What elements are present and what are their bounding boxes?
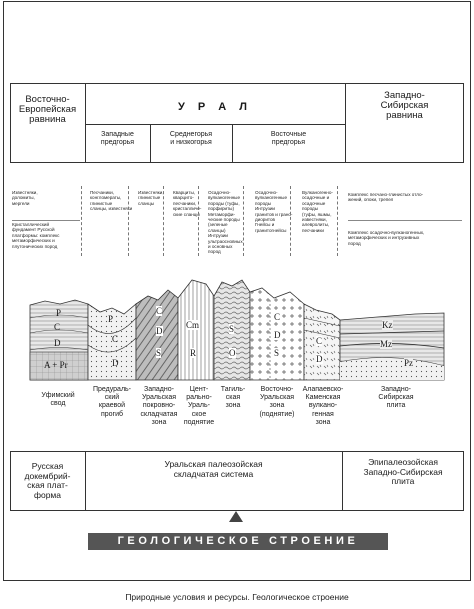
subregion-middle-mountains: Среднегорья и низкогорья bbox=[169, 131, 213, 146]
symbol-zone3-d: D bbox=[156, 326, 163, 336]
lithology-col-8-bottom: Комплекс осадочно-вулканогенных, метаморфических и интрузивных пород bbox=[348, 230, 425, 246]
symbol-zone1-apr: A + Pr bbox=[44, 360, 68, 370]
structure-west-siberian-plate: Эпипалеозойская Западно-Сибирская плита bbox=[363, 457, 443, 486]
zone-label-west-siberian-plate: Западно- Сибирская плита bbox=[378, 386, 414, 410]
lithology-col-1-bottom: Кристаллический фундамент Русской платформы: комплекс метаморфических и плутонических пород bbox=[12, 222, 60, 249]
section-zone-alapaevsk bbox=[304, 304, 340, 380]
symbol-zone6-s: S bbox=[274, 348, 280, 358]
section-zone-west-siberian-plate bbox=[340, 313, 444, 380]
symbol-zone6-d: D bbox=[274, 330, 281, 340]
west-region-label: Восточно- Европейская равнина bbox=[18, 94, 77, 125]
symbol-zone2-c: C bbox=[112, 334, 119, 344]
symbol-zone6-c: C bbox=[274, 312, 281, 322]
lithology-col-1-top: Известняки, доломиты, мергели bbox=[12, 190, 38, 206]
symbol-zone5-s: S bbox=[229, 324, 235, 334]
symbol-zone8-kz: Kz bbox=[382, 320, 393, 330]
zone-label-pre-ural-trough: Предураль- ский краевой прогиб bbox=[92, 386, 132, 418]
symbol-zone4-cm: Cm bbox=[186, 320, 200, 330]
lithology-col-6: Осадочно- вулканогенные породы Интрузии гранитов и грано- диоритов Гнейсы и гранитогнейсы bbox=[255, 190, 293, 233]
subregion-western-foothills: Западные предгорья bbox=[100, 131, 135, 146]
up-triangle-icon bbox=[229, 511, 243, 522]
section-zone-ufa-arch bbox=[30, 300, 88, 380]
symbol-zone7-d: D bbox=[316, 354, 323, 364]
symbol-zone2-p: P bbox=[108, 314, 114, 324]
lithology-col-2: Песчаники, конгломераты, глинистые сланцы, известняки bbox=[90, 190, 133, 212]
zone-label-ufa-arch: Уфимский свод bbox=[41, 392, 75, 408]
section-zone-tagil bbox=[214, 280, 250, 380]
symbol-zone1-c: C bbox=[54, 322, 61, 332]
zone-label-alapaevsk: Алапаевско- Каменская вулкано- генная зона bbox=[302, 386, 344, 426]
figure-caption: Природные условия и ресурсы. Геологическое строение bbox=[125, 592, 349, 602]
symbol-zone4-r: R bbox=[190, 348, 197, 358]
subregion-eastern-foothills: Восточные предгорья bbox=[270, 131, 307, 146]
zone-label-central-ural: Цент- рально- Ураль- ское поднятие bbox=[183, 386, 215, 426]
lithology-col-5: Осадочно- вулканогенные породы (туфы, порфириты) Метаморфи- ческие породы (зеленые сланцы) Интрузии ультраосновных и основных пород bbox=[208, 190, 243, 255]
zone-label-east-ural: Восточно- Уральская зона (поднятие) bbox=[259, 386, 295, 418]
lithology-col-4: Кварциты, кварцито- песчаники, кристалличе- ские сланцы bbox=[173, 190, 202, 217]
ural-title: У Р А Л bbox=[177, 101, 252, 113]
section-zone-pre-ural-trough bbox=[88, 304, 136, 380]
structure-ural-fold-system: Уральская палеозойская складчатая система bbox=[164, 459, 263, 479]
symbol-zone3-s: S bbox=[156, 348, 162, 358]
lithology-col-3: Известняки, глинистые сланцы bbox=[138, 190, 164, 206]
zone-label-west-ural: Западно- Уральская покровно- складчатая зона bbox=[140, 386, 178, 426]
section-zone-west-ural bbox=[136, 290, 178, 380]
symbol-zone1-d: D bbox=[54, 338, 61, 348]
symbol-zone3-c: C bbox=[156, 306, 163, 316]
symbol-zone2-d: D bbox=[112, 358, 119, 368]
lithology-col-7: Вулканогенно- осадочные и осадочные породы (туфы, яшмы, известняки, алевролиты, песчаники bbox=[302, 190, 333, 233]
symbol-zone1-p: P bbox=[56, 308, 62, 318]
zone-label-tagil: Тагиль- ская зона bbox=[220, 386, 246, 410]
symbol-zone5-o: O bbox=[229, 348, 236, 358]
symbol-zone8-pz: Pz bbox=[404, 358, 413, 368]
structure-russian-platform: Русская докембрий- ская плат- форма bbox=[24, 461, 71, 500]
section-zone-central-ural bbox=[178, 280, 214, 380]
symbol-zone7-c: C bbox=[316, 336, 323, 346]
section-zone-east-ural bbox=[250, 288, 304, 380]
section-banner: ГЕОЛОГИЧЕСКОЕ СТРОЕНИЕ bbox=[88, 533, 388, 550]
geologic-cross-section bbox=[0, 270, 474, 382]
lithology-col-8-top: Комплекс песчано-глинистых отло- жений, опоки, трепел bbox=[348, 192, 424, 203]
east-region-label: Западно- Сибирская равнина bbox=[380, 90, 429, 121]
symbol-zone8-mz: Mz bbox=[380, 339, 392, 349]
